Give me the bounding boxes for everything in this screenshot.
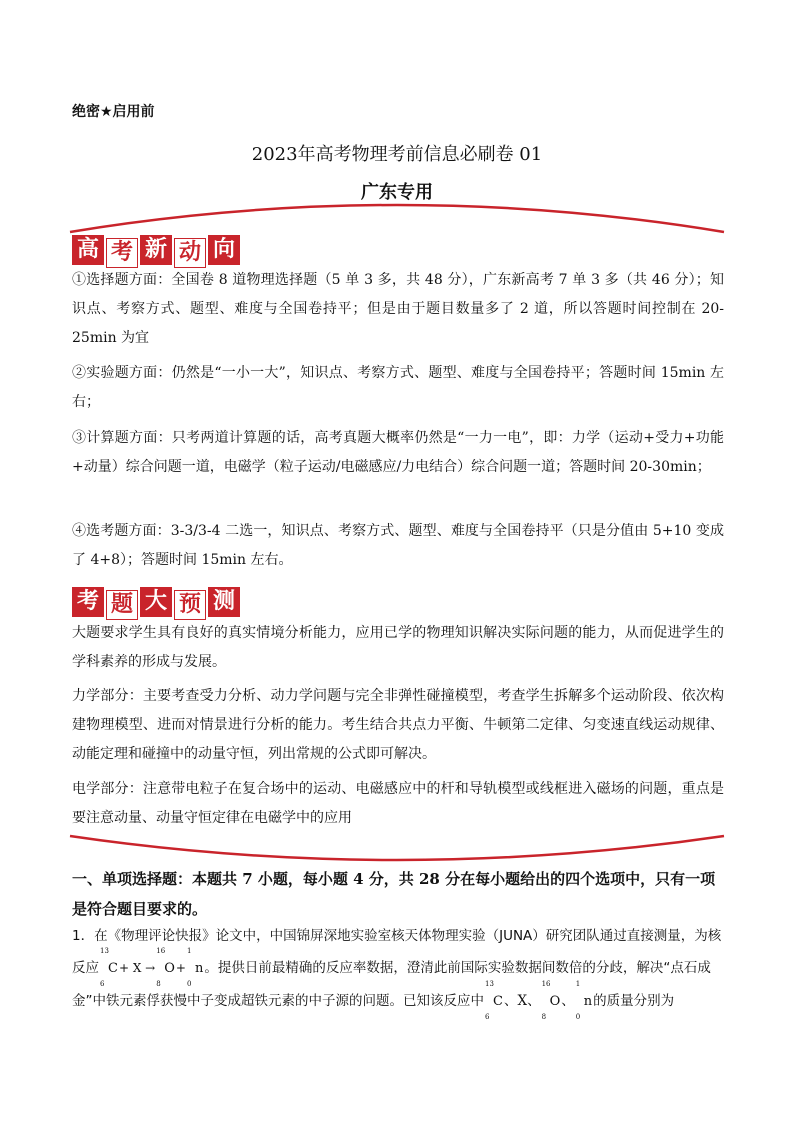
trend-paragraph-experiment: ②实验题方面：仍然是“一小一大”，知识点、考察方式、题型、难度与全国卷持平；答题时间 15min 左右； (72, 365, 724, 410)
nuclide-c13-ref: 13 6 C (485, 980, 503, 1021)
nuclide-neutron: 1 0 n (186, 947, 204, 988)
separator: 、 (503, 993, 518, 1009)
trend-paragraph-calculation: ③计算题方面：只考两道计算题的话，高考真题大概率仍然是“一力一电”，即：力学（运动+受力+功能+动量）综合问题一道，电磁学（粒子运动/电磁感应/力电结合）综合问题一道；答题时间 20-30min； (72, 430, 724, 475)
question-1 (72, 920, 724, 1021)
particle-x: X (517, 993, 528, 1009)
banner-exam-prediction (72, 587, 240, 617)
page-subtitle: 广东专用 (361, 182, 433, 203)
prediction-paragraph-mechanics: 力学部分：主要考查受力分析、动力学问题与完全非弹性碰撞模型，考查学生拆解多个运动阶段、依次构建物理模型、进而对情景进行分析的能力。考生结合共点力平衡、牛顿第二定律、匀变速直线运动规律、动能定理和碰撞中的动量守恒，列出常规的公式即可解决。 (72, 688, 724, 762)
trend-paragraph-choice: ①选择题方面：全国卷 8 道物理选择题（5 单 3 多，共 48 分），广东新高考 7 单 3 多（共 46 分）；知识点、考察方式、题型、难度与全国卷持平；但是由于题目数量多了 2 道，所以答题时间控制在 20-25min 为宜 (72, 272, 724, 346)
banner-char: 预 (174, 590, 206, 620)
nuclide-o16: 16 8 O (156, 947, 175, 988)
banner-char: 向 (208, 235, 240, 265)
bottom-arc (70, 836, 724, 860)
banner-char: 动 (174, 238, 206, 268)
banner-char: 题 (106, 590, 138, 620)
top-arc (70, 205, 724, 232)
secret-label: 绝密★启用前 (72, 104, 155, 120)
banner-gaokao-trend (72, 235, 240, 265)
separator: 、 (561, 993, 575, 1009)
reaction-operator: + X → (118, 961, 156, 975)
page-title: 2023年高考物理考前信息必刷卷 01 (251, 144, 543, 165)
question-1-text-part2: 。提供日前最精确的反应率数据，澄清此前国际实验数据间数倍的分歧，解决“点石成金”中铁元素俘获慢中子变成超铁元素的中子源的问题。已知该反应中 (72, 960, 711, 1009)
trend-paragraph-elective: ④选考题方面：3-3/3-4 二选一，知识点、考察方式、题型、难度与全国卷持平（只是分值由 5+10 变成了 4+8）；答题时间 15min 左右。 (72, 523, 724, 568)
section-heading-single-choice: 一、单项选择题：本题共 7 小题，每小题 4 分，共 28 分在每小题给出的四个选项中，只有一项是符合题目要求的。 (72, 870, 716, 918)
prediction-paragraph-electrics: 电学部分：注意带电粒子在复合场中的运动、电磁感应中的杆和导轨模型或线框进入磁场的问题，重点是要注意动量、动量守恒定律在电磁学中的应用 (72, 781, 724, 826)
separator: 、 (527, 993, 541, 1009)
banner-char: 测 (208, 587, 240, 617)
banner-char: 新 (140, 235, 172, 265)
banner-char: 大 (140, 587, 172, 617)
nuclide-c13: 13 6 C (100, 947, 118, 988)
banner-char: 高 (72, 235, 104, 265)
question-1-text-part1: 1．在《物理评论快报》论文中，中国锦屏深地实验室核天体物理实验（JUNA）研究团队通过直接测量，为核反应 (72, 928, 722, 976)
question-1-text-part3: 的质量分别为 (593, 993, 675, 1009)
prediction-paragraph-intro: 大题要求学生具有良好的真实情境分析能力，应用已学的物理知识解决实际问题的能力，从而促进学生的学科素养的形成与发展。 (72, 625, 724, 670)
nuclide-neutron-ref: 1 0 n (575, 980, 593, 1021)
banner-char: 考 (106, 238, 138, 268)
nuclide-o16-ref: 16 8 O (541, 980, 561, 1021)
banner-char: 考 (72, 587, 104, 617)
reaction-plus: + (175, 961, 186, 975)
